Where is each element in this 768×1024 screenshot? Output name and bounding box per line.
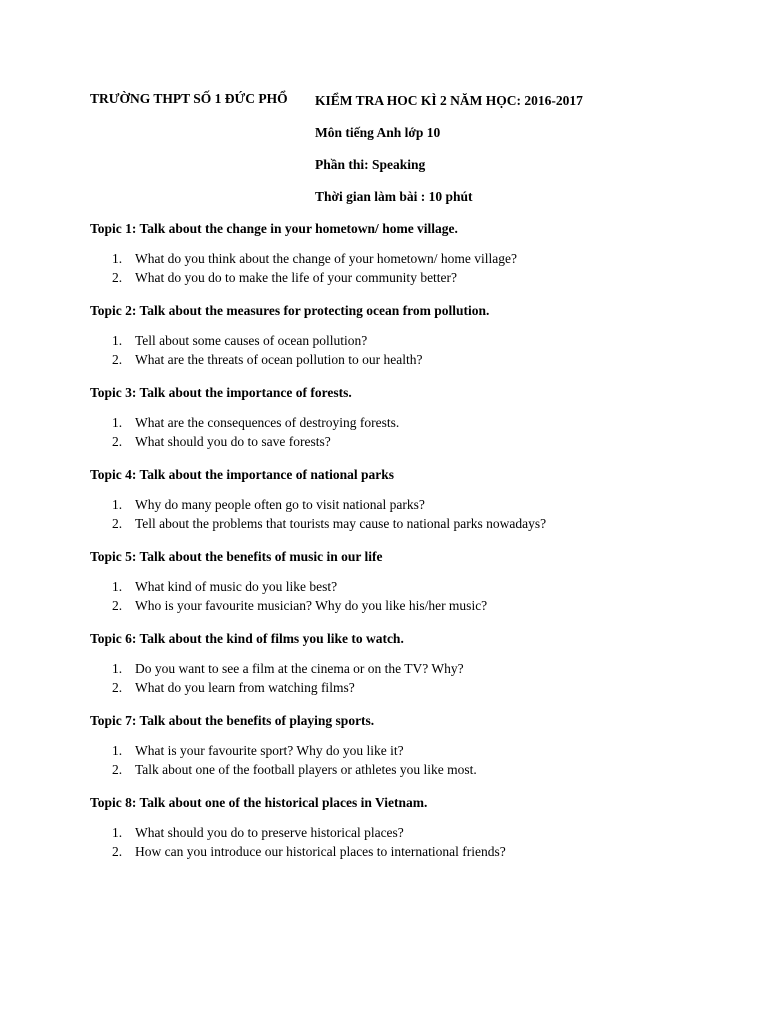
topic-title: Topic 4: Talk about the importance of national parks	[90, 467, 395, 482]
question-item	[90, 741, 730, 760]
question-item	[90, 760, 730, 779]
question-text: Talk about one of the football players or athletes you like most.	[135, 762, 477, 777]
topic-3	[90, 383, 730, 465]
question-number: 2.	[112, 352, 123, 367]
question-item	[90, 249, 730, 268]
question-text: What kind of music do you like best?	[135, 579, 338, 594]
question-item	[90, 495, 730, 514]
topics-list	[90, 219, 730, 875]
topic-5	[90, 547, 730, 629]
school-name: TRƯỜNG THPT SỐ 1 ĐỨC PHỔ	[90, 91, 288, 106]
question-item	[90, 842, 730, 861]
topic-2	[90, 301, 730, 383]
exam-info	[315, 91, 583, 219]
question-item	[90, 514, 730, 533]
topic-title: Topic 3: Talk about the importance of forests.	[90, 385, 352, 400]
question-text: How can you introduce our historical places to international friends?	[135, 844, 506, 859]
topic-4	[90, 465, 730, 547]
question-text: What do you learn from watching films?	[135, 680, 355, 695]
topic-title: Topic 6: Talk about the kind of films you like to watch.	[90, 631, 404, 646]
question-text: What are the threats of ocean pollution to our health?	[135, 352, 423, 367]
question-text: What do you think about the change of your hometown/ home village?	[135, 251, 518, 266]
question-number: 2.	[112, 844, 123, 859]
question-text: What should you do to save forests?	[135, 434, 331, 449]
question-item	[90, 350, 730, 369]
document-header	[90, 91, 690, 211]
question-item	[90, 413, 730, 432]
exam-time: Thời gian làm bài : 10 phút	[315, 189, 473, 204]
question-text: Who is your favourite musician? Why do you like his/her music?	[135, 598, 488, 613]
question-number: 1.	[112, 661, 123, 676]
topic-title: Topic 5: Talk about the benefits of music in our life	[90, 549, 383, 564]
question-text: What are the consequences of destroying forests.	[135, 415, 400, 430]
question-item	[90, 678, 730, 697]
question-item	[90, 659, 730, 678]
question-text: Do you want to see a film at the cinema or on the TV? Why?	[135, 661, 464, 676]
question-number: 2.	[112, 270, 123, 285]
topic-title: Topic 2: Talk about the measures for protecting ocean from pollution.	[90, 303, 490, 318]
question-item	[90, 268, 730, 287]
topic-8	[90, 793, 730, 875]
question-number: 1.	[112, 743, 123, 758]
question-number: 1.	[112, 825, 123, 840]
question-number: 2.	[112, 516, 123, 531]
question-number: 2.	[112, 598, 123, 613]
exam-title: KIỂM TRA HOC KÌ 2 NĂM HỌC: 2016-2017	[315, 93, 583, 108]
topic-7	[90, 711, 730, 793]
question-item	[90, 596, 730, 615]
topic-title: Topic 8: Talk about one of the historical places in Vietnam.	[90, 795, 428, 810]
question-text: What do you do to make the life of your community better?	[135, 270, 458, 285]
exam-subject: Môn tiếng Anh lớp 10	[315, 125, 441, 140]
question-number: 1.	[112, 415, 123, 430]
question-number: 1.	[112, 497, 123, 512]
question-item	[90, 577, 730, 596]
question-number: 2.	[112, 762, 123, 777]
question-item	[90, 823, 730, 842]
topic-6	[90, 629, 730, 711]
topic-1	[90, 219, 730, 301]
topic-title: Topic 1: Talk about the change in your hometown/ home village.	[90, 221, 458, 236]
question-text: Tell about the problems that tourists may cause to national parks nowadays?	[135, 516, 547, 531]
question-item	[90, 432, 730, 451]
question-text: What should you do to preserve historical places?	[135, 825, 404, 840]
question-number: 1.	[112, 333, 123, 348]
question-text: Tell about some causes of ocean pollution?	[135, 333, 368, 348]
question-number: 2.	[112, 434, 123, 449]
topic-title: Topic 7: Talk about the benefits of playing sports.	[90, 713, 375, 728]
question-text: Why do many people often go to visit national parks?	[135, 497, 425, 512]
question-number: 2.	[112, 680, 123, 695]
question-number: 1.	[112, 579, 123, 594]
question-item	[90, 331, 730, 350]
exam-section: Phần thi: Speaking	[315, 157, 426, 172]
question-text: What is your favourite sport? Why do you like it?	[135, 743, 404, 758]
question-number: 1.	[112, 251, 123, 266]
